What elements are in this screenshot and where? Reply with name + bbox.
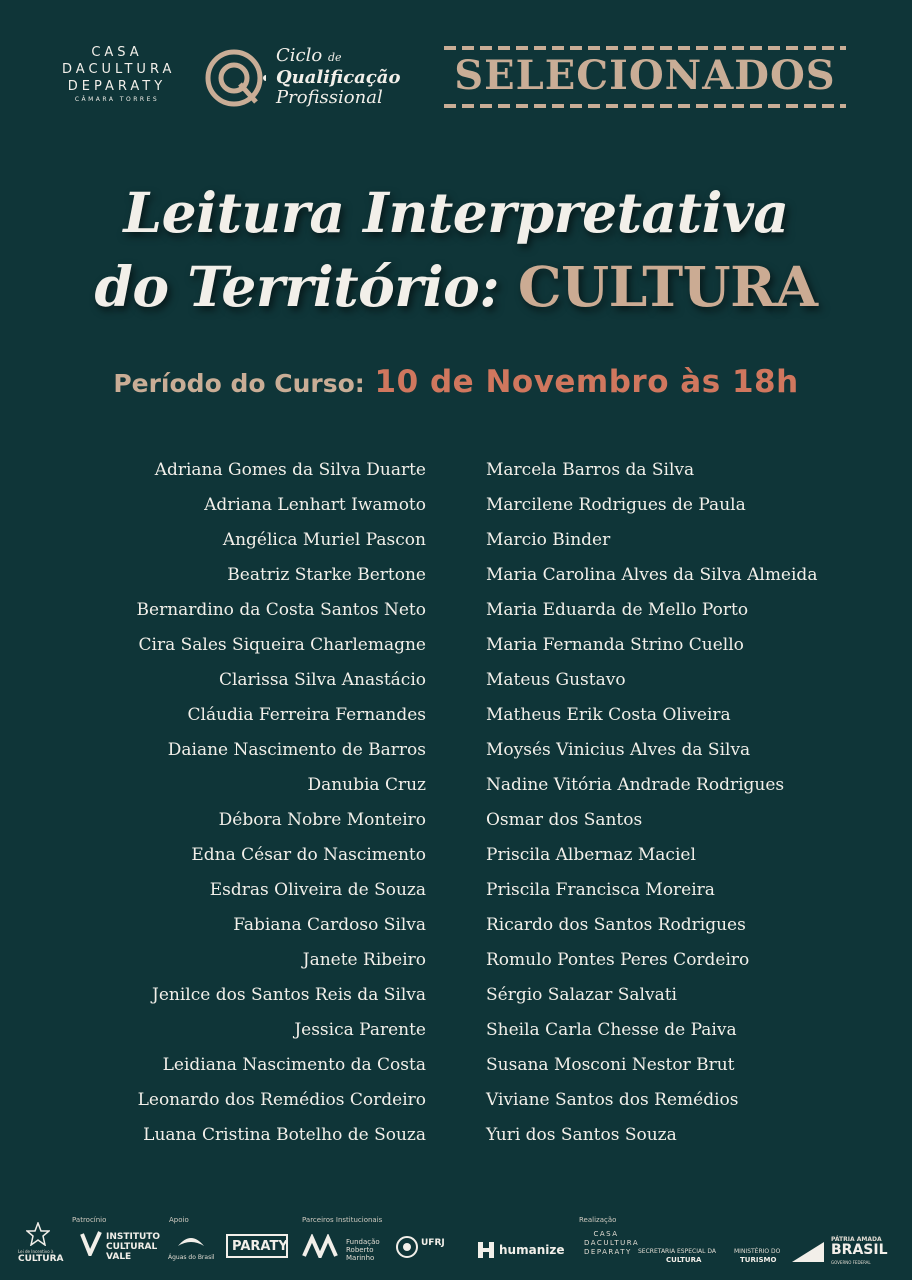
ciclo-q-icon	[204, 48, 266, 110]
selected-name: Angélica Muriel Pascon	[222, 530, 426, 550]
lei-incentivo-text: Lei de Incentivo à	[18, 1249, 54, 1254]
lei-incentivo-icon	[26, 1222, 50, 1246]
selected-name: Maria Eduarda de Mello Porto	[486, 600, 749, 620]
selected-name: Yuri dos Santos Souza	[486, 1125, 677, 1145]
ciclo-de: de	[327, 51, 342, 64]
ufrj-seal-icon	[396, 1236, 418, 1258]
ufrj-text: UFRJ	[421, 1238, 445, 1248]
label-parceiros: Parceiros Institucionais	[302, 1216, 383, 1224]
selected-name: Priscila Albernaz Maciel	[486, 845, 696, 865]
title-line2: do Território:	[94, 254, 500, 319]
title-line1: Leitura Interpretativa	[123, 180, 789, 245]
casa-logo-line2: DACULTURA	[62, 62, 176, 77]
badge-top-dashes	[444, 46, 846, 50]
governo-federal-text: GOVERNO FEDERAL	[831, 1260, 871, 1265]
selected-name: Romulo Pontes Peres Cordeiro	[486, 950, 750, 970]
turismo-text: TURISMO	[740, 1256, 777, 1264]
selected-name: Daiane Nascimento de Barros	[167, 740, 426, 760]
selected-name: Cira Sales Siqueira Charlemagne	[138, 635, 426, 655]
selected-name: Jessica Parente	[294, 1020, 426, 1040]
casa-logo-line4: CÂMARA TORRES	[74, 96, 160, 103]
selected-name: Danubia Cruz	[307, 775, 426, 795]
secretaria-text: SECRETARIA ESPECIAL DA	[638, 1248, 716, 1255]
paraty-text: PARATY	[232, 1239, 288, 1254]
ministerio-text: MINISTÉRIO DO	[734, 1248, 781, 1255]
selected-name: Jenilce dos Santos Reis da Silva	[152, 985, 426, 1005]
selected-name: Janete Ribeiro	[302, 950, 426, 970]
ciclo-word: Ciclo	[276, 45, 323, 66]
casa-da-cultura-logo	[62, 44, 176, 105]
selected-name: Priscila Francisca Moreira	[486, 880, 715, 900]
casa-logo-line3: DEPARATY	[67, 79, 167, 94]
label-realizacao: Realização	[579, 1216, 617, 1224]
selected-name: Sheila Carla Chesse de Paiva	[486, 1020, 737, 1040]
aguas-do-brasil-icon	[176, 1232, 206, 1252]
header	[0, 0, 912, 150]
label-patrocinio: Patrocínio	[72, 1216, 107, 1224]
selected-name: Maria Fernanda Strino Cuello	[486, 635, 744, 655]
vale-icon	[80, 1230, 102, 1256]
patria-amada-text: PÁTRIA AMADA	[831, 1236, 882, 1243]
label-apoio: Apoio	[169, 1216, 189, 1224]
period-label: Período do Curso:	[113, 369, 365, 398]
selected-name: Maria Carolina Alves da Silva Almeida	[486, 565, 818, 585]
selected-name: Moysés Vinicius Alves da Silva	[486, 740, 751, 760]
period-date: 10 de Novembro às 18h	[374, 364, 799, 400]
brasil-text: BRASIL	[831, 1242, 888, 1258]
selected-name: Leidiana Nascimento da Costa	[162, 1055, 426, 1075]
selected-name: Cláudia Ferreira Fernandes	[187, 705, 426, 725]
names-column-left	[137, 453, 426, 1153]
selected-name: Nadine Vitória Andrade Rodrigues	[486, 775, 785, 795]
selected-name: Marcilene Rodrigues de Paula	[486, 495, 746, 515]
instituto-vale-text: INSTITUTO CULTURAL VALE	[106, 1232, 161, 1262]
selected-name: Esdras Oliveira de Souza	[209, 880, 426, 900]
humanize-icon	[476, 1240, 496, 1260]
selected-name: Fabiana Cardoso Silva	[233, 915, 426, 935]
sponsors-footer	[0, 1208, 912, 1280]
title-accent: CULTURA	[517, 254, 818, 319]
fundacao-text: Fundação Roberto Marinho	[346, 1238, 380, 1262]
selected-name: Viviane Santos dos Remédios	[486, 1090, 739, 1110]
selected-name: Mateus Gustavo	[486, 670, 626, 690]
lei-cultura-text: CULTURA	[18, 1254, 64, 1264]
selected-name: Osmar dos Santos	[486, 810, 643, 830]
humanize-text: humanize	[499, 1243, 565, 1257]
casa-logo-line1: CASA	[91, 45, 143, 60]
aguas-do-brasil-text: Águas do Brasil	[168, 1254, 215, 1261]
selected-name: Adriana Lenhart Iwamoto	[204, 495, 426, 515]
selecionados-badge	[444, 46, 846, 108]
ciclo-qualificacao-logo	[204, 46, 434, 116]
selected-name: Susana Mosconi Nestor Brut	[486, 1055, 735, 1075]
selected-name: Sérgio Salazar Salvati	[486, 985, 677, 1005]
casa-small-logo: CASA DACULTURA DEPARATY	[584, 1230, 640, 1256]
selected-name: Marcio Binder	[486, 530, 611, 550]
selected-name: Luana Cristina Botelho de Souza	[143, 1125, 426, 1145]
selected-name: Beatriz Starke Bertone	[227, 565, 426, 585]
selected-name: Clarissa Silva Anastácio	[218, 670, 426, 690]
ciclo-qualificacao: Qualificação	[276, 67, 401, 88]
badge-bottom-dashes	[444, 104, 846, 108]
page-title	[0, 176, 912, 324]
ciclo-profissional: Profissional	[276, 87, 383, 108]
ciclo-logo-text	[276, 46, 400, 108]
selected-name: Edna César do Nascimento	[191, 845, 426, 865]
selected-name: Marcela Barros da Silva	[486, 460, 695, 480]
badge-text: SELECIONADOS	[454, 52, 836, 99]
selected-name: Ricardo dos Santos Rodrigues	[486, 915, 746, 935]
brasil-flag-icon	[790, 1238, 826, 1264]
selected-name: Adriana Gomes da Silva Duarte	[154, 460, 426, 480]
selected-name: Leonardo dos Remédios Cordeiro	[137, 1090, 426, 1110]
secretaria-cultura-text: CULTURA	[666, 1256, 702, 1264]
selected-name: Débora Nobre Monteiro	[218, 810, 426, 830]
fundacao-roberto-marinho-icon	[302, 1234, 342, 1258]
course-period	[0, 362, 912, 404]
names-column-right	[486, 453, 817, 1153]
selected-name: Bernardino da Costa Santos Neto	[136, 600, 426, 620]
prefeitura-paraty-logo	[226, 1234, 288, 1258]
selected-name: Matheus Erik Costa Oliveira	[486, 705, 731, 725]
